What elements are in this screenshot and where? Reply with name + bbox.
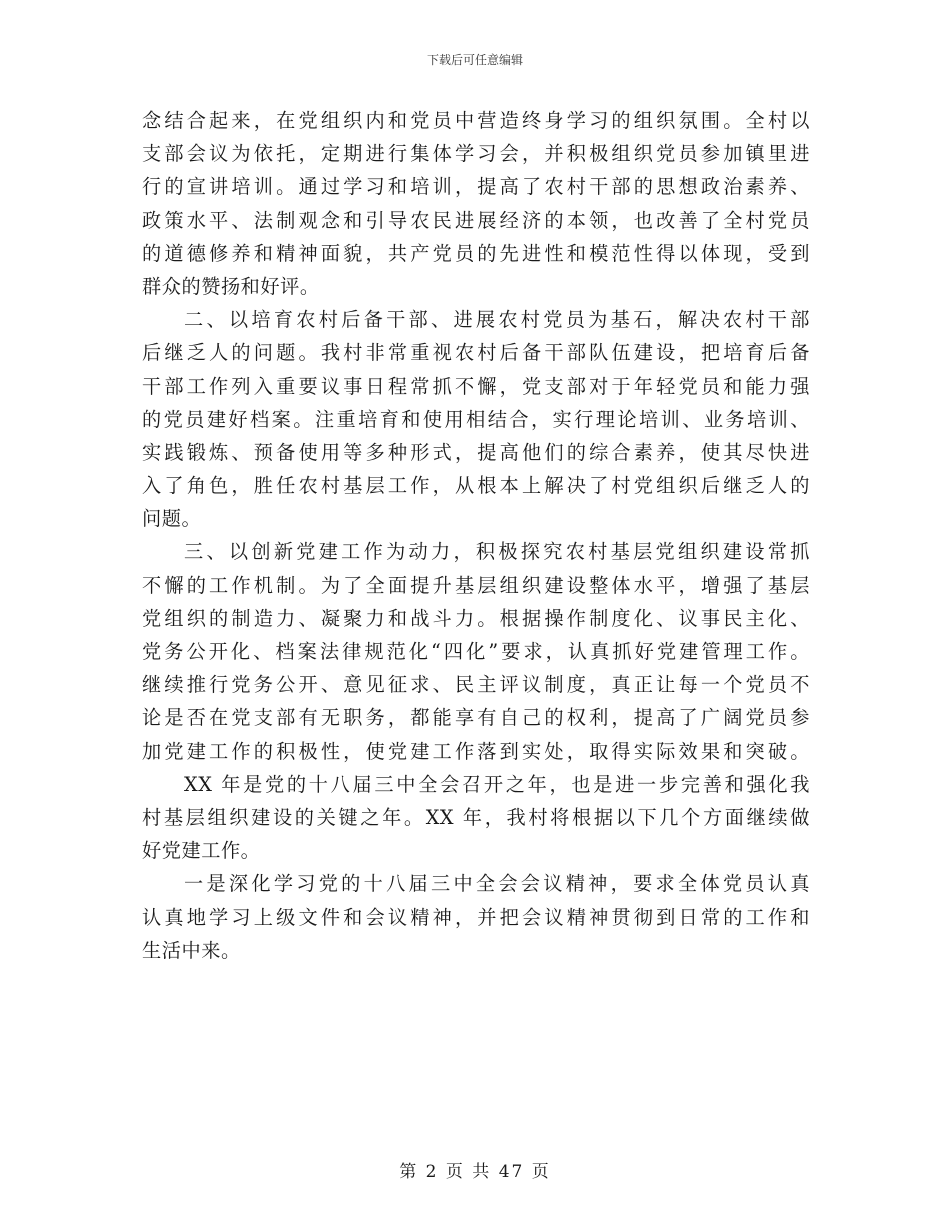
page-number-footer: 第 2 页 共 47 页	[399, 1162, 551, 1182]
text-line: 行的宣讲培训。通过学习和培训，提高了农村干部的思想政治素养、	[142, 175, 810, 199]
text-line: 一是深化学习党的十八届三中全会会议精神，要求全体党员认真	[184, 872, 810, 896]
text-line: 认真地学习上级文件和会议精神，并把会议精神贯彻到日常的工作和	[142, 905, 810, 929]
text-line: 好党建工作。	[142, 839, 261, 863]
text-line: 支部会议为依托，定期进行集体学习会，并积极组织党员参加镇里进	[142, 142, 810, 166]
text-line: 不懈的工作机制。为了全面提升基层组织建设整体水平，增强了基层	[142, 573, 810, 597]
text-line: 生活中来。	[142, 938, 241, 962]
text-line: 入了角色，胜任农村基层工作，从根本上解决了村党组织后继乏人的	[142, 474, 810, 498]
text-line: XX 年是党的十八届三中全会召开之年，也是进一步完善和强化我	[184, 772, 810, 796]
document-body	[142, 104, 810, 967]
text-line: 三、以创新党建工作为动力，积极探究农村基层党组织建设常抓	[184, 540, 810, 564]
text-line: 党务公开化、档案法律规范化“四化”要求，认真抓好党建管理工作。	[142, 640, 810, 663]
text-line: 实践锻炼、预备使用等多种形式，提高他们的综合素养，使其尽快进	[142, 440, 810, 464]
text-line: 二、以培育农村后备干部、进展农村党员为基石，解决农村干部	[184, 308, 810, 332]
text-line: 继续推行党务公开、意见征求、民主评议制度，真正让每一个党员不	[142, 673, 810, 697]
text-line: 的党员建好档案。注重培育和使用相结合，实行理论培训、业务培训、	[142, 407, 810, 431]
text-line: 群众的赞扬和好评。	[142, 274, 320, 298]
text-line: 念结合起来，在党组织内和党员中营造终身学习的组织氛围。全村以	[142, 109, 810, 132]
text-line: 加党建工作的积极性，使党建工作落到实处，取得实际效果和突破。	[142, 739, 810, 763]
page-header: 下载后可任意编辑	[426, 53, 523, 67]
text-line: 问题。	[142, 507, 202, 531]
text-line: 后继乏人的问题。我村非常重视农村后备干部队伍建设，把培育后备	[142, 341, 810, 365]
text-line: 党组织的制造力、凝聚力和战斗力。根据操作制度化、议事民主化、	[142, 606, 810, 630]
text-line: 论是否在党支部有无职务，都能享有自己的权利，提高了广阔党员参	[142, 706, 810, 730]
text-line: 干部工作列入重要议事日程常抓不懈，党支部对于年轻党员和能力强	[142, 374, 810, 398]
text-line: 的道德修养和精神面貌，共产党员的先进性和模范性得以体现，受到	[142, 241, 810, 265]
text-line: 政策水平、法制观念和引导农民进展经济的本领，也改善了全村党员	[142, 208, 810, 232]
text-line: 村基层组织建设的关键之年。XX 年，我村将根据以下几个方面继续做	[142, 805, 810, 829]
